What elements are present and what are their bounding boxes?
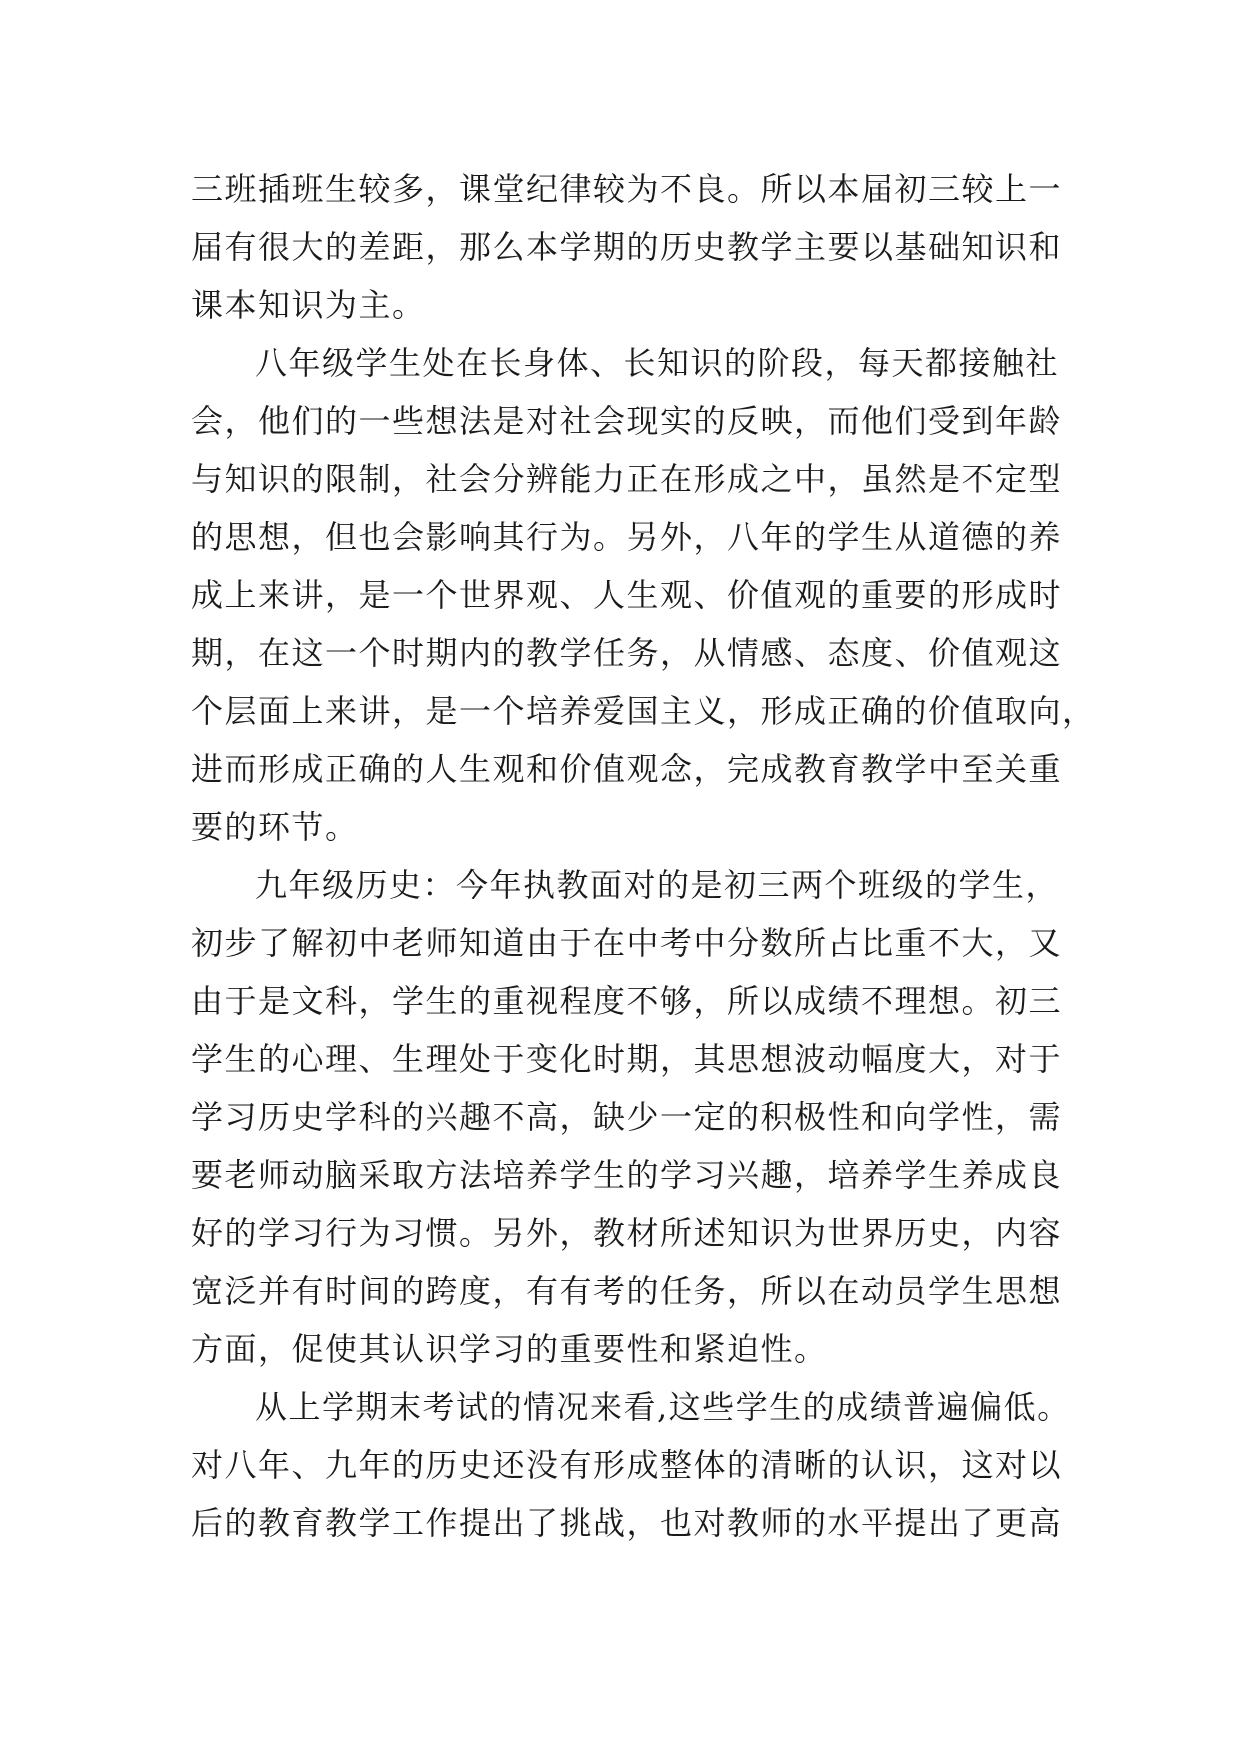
- text-line: 成上来讲，是一个世界观、人生观、价值观的重要的形成时: [191, 576, 1063, 614]
- document-body: [191, 160, 1096, 1552]
- text-line: 会，他们的一些想法是对社会现实的反映，而他们受到年龄: [191, 402, 1063, 440]
- text-line: 与知识的限制，社会分辨能力正在形成之中，虽然是不定型: [191, 460, 1063, 498]
- text-line: 届有很大的差距，那么本学期的历史教学主要以基础知识和: [191, 228, 1063, 266]
- text-line: 要的环节。: [191, 808, 359, 846]
- text-line: 对八年、九年的历史还没有形成整体的清晰的认识，这对以: [191, 1446, 1063, 1484]
- text-line: 课本知识为主。: [191, 286, 426, 324]
- text-line: 三班插班生较多，课堂纪律较为不良。所以本届初三较上一: [191, 170, 1063, 208]
- text-line: 方面，促使其认识学习的重要性和紧迫性。: [191, 1330, 828, 1368]
- paragraph-first-line: 九年级历史：今年执教面对的是初三两个班级的学生，: [255, 866, 1060, 904]
- text-line: 的思想，但也会影响其行为。另外，八年的学生从道德的养: [191, 518, 1063, 556]
- text-line: 要老师动脑采取方法培养学生的学习兴趣，培养学生养成良: [191, 1156, 1063, 1194]
- text-line: 学习历史学科的兴趣不高，缺少一定的积极性和向学性，需: [191, 1098, 1063, 1136]
- text-line: 后的教育教学工作提出了挑战，也对教师的水平提出了更高: [191, 1504, 1063, 1542]
- text-line: 好的学习行为习惯。另外，教材所述知识为世界历史，内容: [191, 1214, 1063, 1252]
- paragraph-first-line: 八年级学生处在长身体、长知识的阶段，每天都接触社: [255, 344, 1060, 382]
- text-line: 进而形成正确的人生观和价值观念，完成教育教学中至关重: [191, 750, 1063, 788]
- text-line: 初步了解初中老师知道由于在中考中分数所占比重不大，又: [191, 924, 1063, 962]
- text-line: 个层面上来讲，是一个培养爱国主义，形成正确的价值取向，: [191, 692, 1096, 730]
- text-line: 期，在这一个时期内的教学任务，从情感、态度、价值观这: [191, 634, 1063, 672]
- text-line: 学生的心理、生理处于变化时期，其思想波动幅度大，对于: [191, 1040, 1063, 1078]
- text-line: 宽泛并有时间的跨度，有有考的任务，所以在动员学生思想: [191, 1272, 1063, 1310]
- text-line: 由于是文科，学生的重视程度不够，所以成绩不理想。初三: [191, 982, 1063, 1020]
- paragraph-first-line: 从上学期末考试的情况来看,这些学生的成绩普遍偏低。: [255, 1388, 1071, 1426]
